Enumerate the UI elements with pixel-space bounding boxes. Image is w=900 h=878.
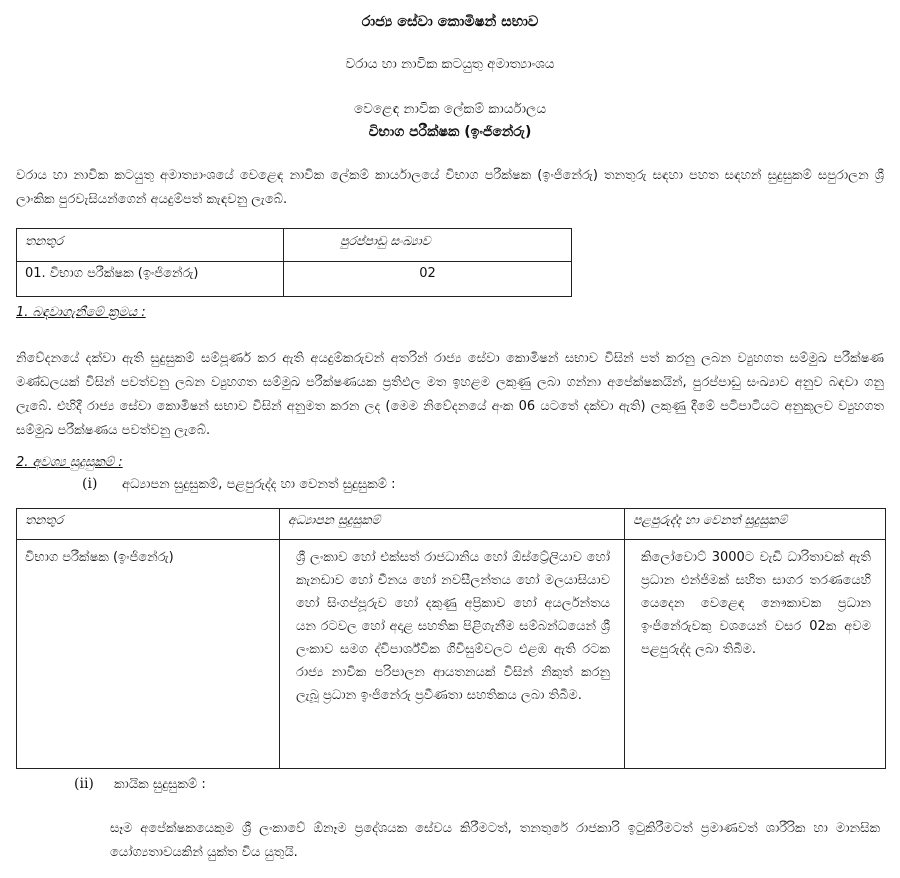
subsection-ii [74,776,206,792]
vacancy-table [16,228,572,297]
subsection-i-label: අධ්‍යාපන සුදුසුකම්, පළපුරුද්ද හා වෙනත් සුදුසුකම් : [122,477,396,492]
qual-experience: කිලෝවොට් 3000ට වැඩි ධාරිතාවක් ඇති ප්‍රධාන එන්ජිමක් සහිත සාගර තරණයෙහි යෙදෙන වෙළෙඳ නෞකාවක ප්‍රධාන ඉංජිනේරුවකු වශයෙන් වසර 02ක අවම පළපුරුද්ද ලබා තිබීම. [625,540,886,769]
physical-qualifications-paragraph: සෑම අපේක්ෂකයෙකුම ශ්‍රී ලංකාවේ ඕනෑම ප්‍රදේශයක සේවය කිරීමටත්, තනතුරේ රාජකාරි ඉටුකිරීමටත් ප්‍රමාණවත් ශාරීරික හා මානසික යෝග්‍යතාවයකින් යුක්ත විය යුතුයි. [110,821,880,860]
office-title: වෙළෙඳ නාවික ලේකම් කාර්යාලය [353,101,547,117]
header-vacancies: පුරප්පාඩු සංඛ්‍යාව [284,229,572,262]
subsection-ii-number: (ii) [74,776,94,792]
intro-paragraph: වරාය හා නාවික කටයුතු අමාත්‍යාංශයේ වෙළෙඳ නාවික ලේකම් කාර්යාලයේ විභාග පරීක්ෂක (ඉංජිනේරු) තනතුරු සඳහා පහත සඳහන් සුදුසුකම් සපුරාලන ශ්‍රී ලාංකික පුරවැසියන්ගෙන් අයදුම්පත් කැඳවනු ලැබේ. [16,168,884,207]
qual-post: විභාග පරීක්ෂක (ඉංජිනේරු) [17,540,280,769]
section-qualifications-title: 2. අවශ්‍ය සුදුසුකම් : [16,455,123,470]
table-row [17,262,572,297]
table-row [17,540,886,769]
subsection-i-number: (i) [82,476,98,492]
subsection-i [82,476,396,492]
ministry-title: වරාය හා නාවික කටයුතු අමාත්‍යාංශය [345,56,555,72]
commission-title: රාජ්‍ය සේවා කොමිෂන් සභාව [361,14,539,30]
recruitment-method-paragraph: නිවේදනයේ දක්වා ඇති සුදුසුකම් සම්පූර්ණ කර ඇති අයදුම්කරුවන් අතරින් රාජ්‍ය සේවා කොමිෂන් සභාව විසින් පත් කරනු ලබන ව්‍යුහගත සම්මුඛ පරීක්ෂණ මණ්ඩලයක් විසින් පවත්වනු ලබන ව්‍යුහගත සම්මුඛ පරීක්ෂණයක ප්‍රතිඵල මත ඉහළම ලකුණු ලබා ගන්නා අපේක්ෂකයින්, පුරප්පාඩු සංඛ්‍යාව අනුව බඳවා ගනු ලැබේ. එහිදී රාජ්‍ය සේවා කොමිෂන් සභාව විසින් අනුමත කරන ලද (මෙම නිවේදනයේ අංක 06 යටතේ දක්වා ඇති) ලකුණු දීමේ පටිපාටියට අනුකූලව ව්‍යුහගත සම්මුඛ පරීක්ෂණය පවත්වනු ලැබේ. [16,351,884,438]
subsection-ii-label: කායික සුදුසුකම් : [114,777,206,792]
qualifications-table [16,508,886,769]
vacancy-table-header [17,229,572,262]
header-experience: පළපුරුද්ද හා වෙනත් සුදුසුකම් [625,509,886,540]
header-post: තනතුර [17,509,280,540]
qual-education: ශ්‍රී ලංකාව හෝ එක්සත් රාජධානිය හෝ ඕස්ට්‍රේලියාව හෝ කැනඩාව හෝ චීනය හෝ නවසීලන්තය හෝ මලයාසියාව හෝ සිංගප්පූරුව හෝ දකුණු අප්‍රිකාව හෝ අයර්ලන්තය යන රටවල හෝ අදාළ සහතික පිළිගැනීම සම්බන්ධයෙන් ශ්‍රී ලංකාව සමග ද්විපාර්ශ්වික ගිවිසුම්වලට එළඹ ඇති රටක රාජ්‍ය නාවික පරිපාලන ආයතනයක් විසින් නිකුත් කරනු ලැබූ ප්‍රධාන ඉංජිනේරු ප්‍රවීණතා සහතිකය ලබා තිබීම. [280,540,625,769]
post-title: විභාග පරීක්ෂක (ඉංජිනේරු) [368,124,532,140]
header-education: අධ්‍යාපන සුදුසුකම් [280,509,625,540]
vacancy-post: 01. විභාග පරීක්ෂක (ඉංජිනේරු) [17,262,284,297]
vacancy-count: 02 [284,262,572,297]
qualifications-table-header [17,509,886,540]
section-recruitment-method-title: 1. බඳවාගැනීමේ ක්‍රමය : [16,305,146,320]
header-post: තනතුර [17,229,284,262]
